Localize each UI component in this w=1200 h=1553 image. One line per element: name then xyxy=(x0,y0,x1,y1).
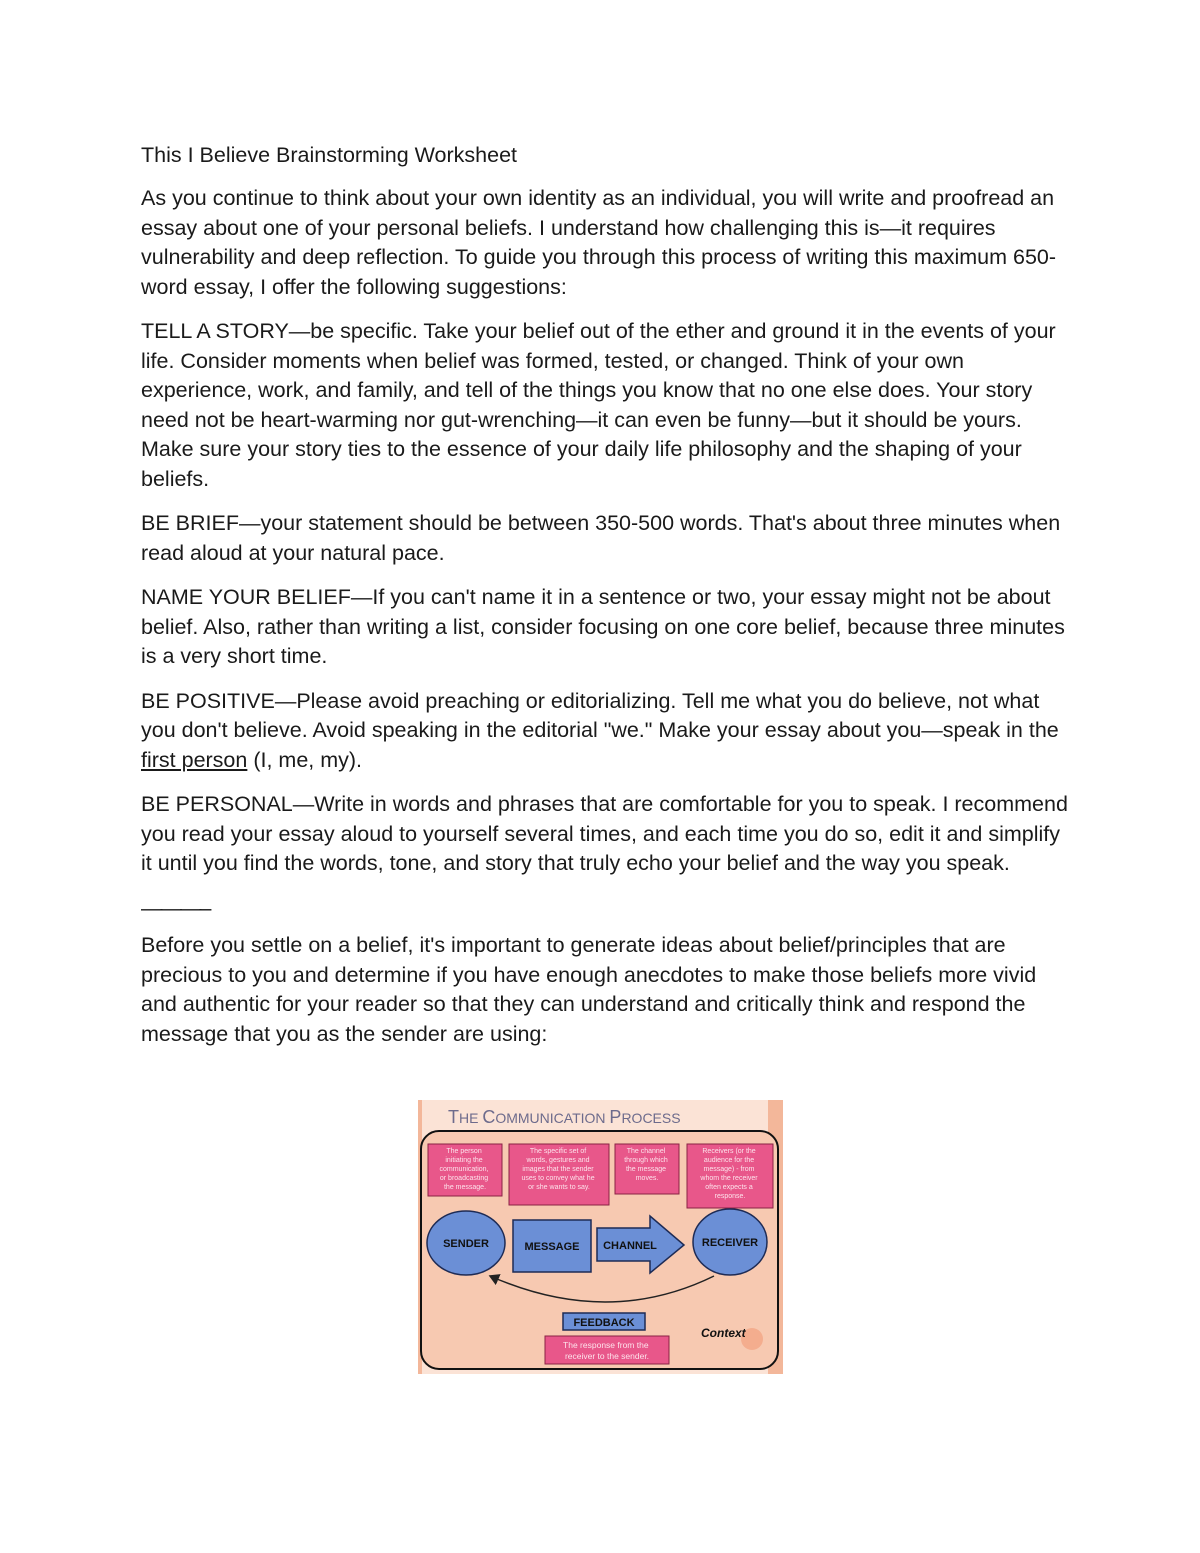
feedback-label: FEEDBACK xyxy=(573,1317,635,1329)
message-label: MESSAGE xyxy=(524,1241,580,1253)
tip-be-positive-text: BE POSITIVE—Please avoid preaching or editorializing. Tell me what you do believe, not what you don't believe. Avoid speaking in the editorial "we." Make your essay about you—speak in the xyxy=(141,688,1059,742)
svg-text:The person initiating: The person initiating the communication, or broadcasting the message. xyxy=(439,1148,489,1191)
first-person-underlined: first person xyxy=(141,747,248,772)
sender-label: SENDER xyxy=(443,1238,489,1250)
sender-desc-box xyxy=(428,1144,502,1196)
tip-be-personal: BE PERSONAL—Write in words and phrases that are comfortable for you to speak. I recommend you read your essay aloud to yourself several times, and each time you do so, edit it and simplify it until you find the words, tone, and story that truly echo your belief and the way you speak. xyxy=(141,792,1068,875)
diagram-svg xyxy=(418,1100,783,1374)
feedback-desc-box xyxy=(545,1336,669,1364)
communication-process-diagram xyxy=(418,1100,783,1374)
svg-text:The specific set of wo: The specific set of words, gestures and images that the sender uses to convey what he or she wants to say. xyxy=(521,1148,595,1191)
channel-label: CHANNEL xyxy=(603,1240,657,1252)
tip-be-brief: BE BRIEF—your statement should be between 350-500 words. That's about three minutes when read aloud at your natural pace. xyxy=(141,511,1061,565)
intro-paragraph: As you continue to think about your own identity as an individual, you will write and proofread an essay about one of your personal beliefs. I understand how challenging this is—it requires vulnerability and deep reflection. To guide you through this process of writing this maximum 650-word essay, I offer the following suggestions: xyxy=(141,186,1057,299)
tip-name-your-belief: NAME YOUR BELIEF—If you can't name it in a sentence or two, your essay might not be about belief. Also, rather than writing a list, consider focusing on one core belief, because three minutes is a very short time. xyxy=(141,585,1065,668)
channel-desc-box xyxy=(615,1144,679,1194)
receiver-label: RECEIVER xyxy=(701,1237,759,1249)
svg-text:The channel through wh: The channel through which the message moves. xyxy=(624,1148,668,1182)
svg-text:The response from the: The response from the receiver to the sender. xyxy=(563,1340,650,1361)
receiver-desc-box xyxy=(687,1144,773,1208)
message-desc-box xyxy=(509,1144,609,1205)
svg-text:Receivers (or the audi: Receivers (or the audience for the message) - from whom the receiver often expects a response. xyxy=(700,1148,758,1200)
page-title: This I Believe Brainstorming Worksheet xyxy=(141,143,517,167)
tip-be-positive-end: (I, me, my). xyxy=(247,747,363,772)
tip-be-positive xyxy=(141,687,1071,776)
closing-paragraph: Before you settle on a belief, it's important to generate ideas about belief/principles that are precious to you and determine if you have enough anecdotes to make those beliefs more vivid and authentic for your reader so that they can understand and critically think and respond the message that you as the sender are using: xyxy=(141,933,1037,1046)
tip-tell-a-story: TELL A STORY—be specific. Take your belief out of the ether and ground it in the events of your life. Consider moments when belief was formed, tested, or changed. Think of your own experience, work, and family, and tell of the things you know that no one else does. Your story need not be heart-warming nor gut-wrenching—it can even be funny—but it should be yours. Make sure your story ties to the essence of your daily life philosophy and the shaping of your beliefs. xyxy=(141,319,1056,491)
worksheet-page xyxy=(141,140,1071,1064)
context-label: Context xyxy=(701,1326,746,1340)
diagram-title: THE COMMUNICATION PROCESS xyxy=(448,1107,681,1127)
section-divider: ———– xyxy=(141,895,210,920)
